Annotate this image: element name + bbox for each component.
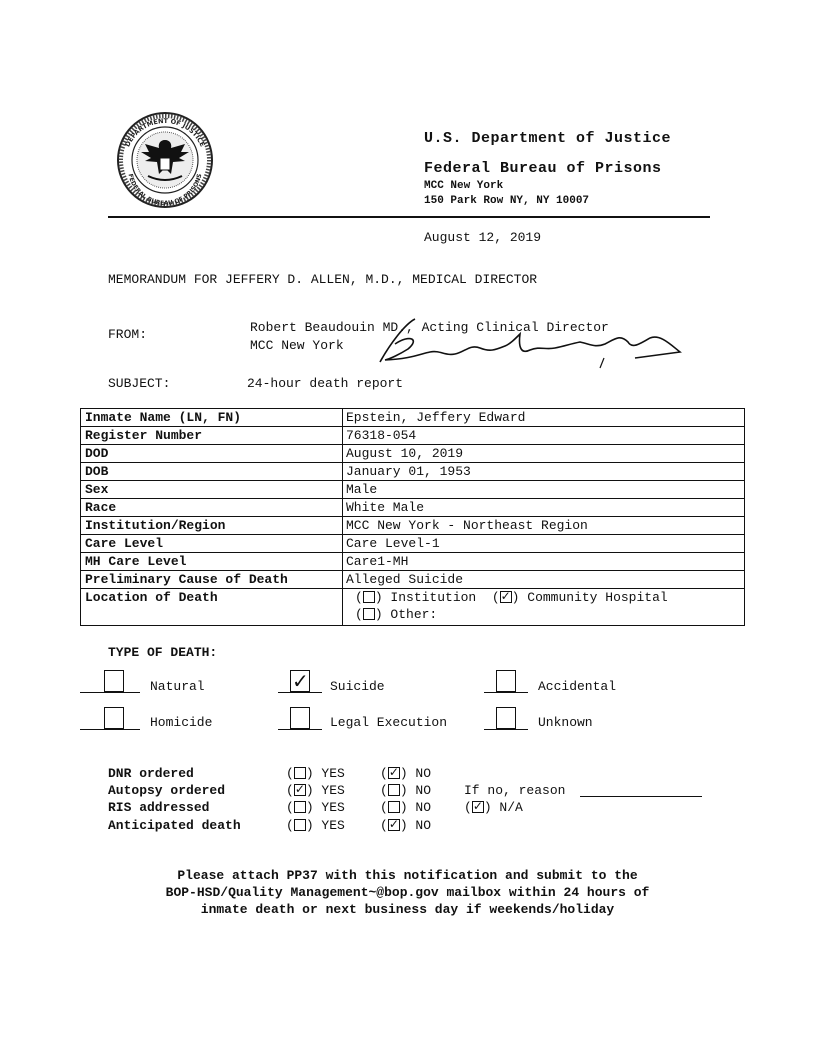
location-checkbox-other[interactable] (363, 608, 375, 620)
row-label: Race (81, 499, 343, 517)
inmate-info-table (80, 408, 745, 626)
location-option-label: Community Hospital (527, 590, 668, 605)
row-value: Male (343, 481, 745, 499)
death-option-label: Suicide (330, 679, 385, 694)
death-option-label: Accidental (538, 679, 617, 694)
row-label: DOD (81, 445, 343, 463)
row-label: Care Level (81, 535, 343, 553)
table-row (81, 535, 745, 553)
footer-line1: Please attach PP37 with this notification and submit to the (177, 868, 638, 883)
footer-line2: BOP-HSD/Quality Management~@bop.gov mailbox within 24 hours of (165, 885, 650, 900)
row-value: Care Level-1 (343, 535, 745, 553)
row-value: MCC New York - Northeast Region (343, 517, 745, 535)
death-option-label: Homicide (150, 715, 213, 730)
bureau-name: Federal Bureau of Prisons (424, 160, 662, 177)
doj-seal (108, 110, 222, 210)
location-option-label: Other: (390, 607, 438, 622)
footer-line3: inmate death or next business day if weekends/holiday (200, 902, 615, 917)
reason-label: If no, reason (464, 783, 566, 798)
from-label: FROM: (108, 327, 148, 342)
death-option-label: Natural (150, 679, 205, 694)
dnr-no-checkbox[interactable] (388, 767, 400, 779)
location-checkbox-community-hospital[interactable] (500, 591, 512, 603)
location-checkbox-institution[interactable] (363, 591, 375, 603)
yes-label: YES (321, 783, 345, 798)
death-checkbox-suicide[interactable] (290, 670, 310, 692)
yes-label: YES (321, 818, 345, 833)
table-row (81, 553, 745, 571)
yes-label: YES (321, 766, 345, 781)
table-row (81, 445, 745, 463)
row-value: August 10, 2019 (343, 445, 745, 463)
header-divider (108, 216, 710, 218)
row-value: Care1-MH (343, 553, 745, 571)
no-label: NO (415, 783, 432, 798)
yes-label: YES (321, 800, 345, 815)
row-label: Institution/Region (81, 517, 343, 535)
row-value: Epstein, Jeffery Edward (343, 409, 745, 427)
death-checkbox-unknown[interactable] (496, 707, 516, 729)
blank-line (80, 729, 140, 730)
death-checkbox-legal-execution[interactable] (290, 707, 310, 729)
row-value: Alleged Suicide (343, 571, 745, 589)
death-checkbox-accidental[interactable] (496, 670, 516, 692)
autopsy-no-checkbox[interactable] (388, 784, 400, 796)
signature (370, 314, 690, 374)
subject-label: SUBJECT: (108, 376, 171, 391)
anticipated-yes-checkbox[interactable] (294, 819, 306, 831)
question-label: RIS addressed (108, 800, 210, 815)
row-value: 76318-054 (343, 427, 745, 445)
blank-line (484, 729, 528, 730)
facility-address: 150 Park Row NY, NY 10007 (424, 195, 590, 207)
agency-name: U.S. Department of Justice (424, 130, 672, 147)
table-row (81, 499, 745, 517)
question-label: Autopsy ordered (108, 783, 226, 798)
location-option-label: Institution (390, 590, 477, 605)
anticipated-no-checkbox[interactable] (388, 819, 400, 831)
row-value: White Male (343, 499, 745, 517)
reason-input-line[interactable] (580, 796, 702, 797)
row-label: MH Care Level (81, 553, 343, 571)
ris-no-checkbox[interactable] (388, 801, 400, 813)
question-label: DNR ordered (108, 766, 194, 781)
table-row (81, 589, 745, 626)
table-row (81, 571, 745, 589)
death-checkbox-natural[interactable] (104, 670, 124, 692)
no-label: NO (415, 818, 432, 833)
row-label: Preliminary Cause of Death (81, 571, 343, 589)
seal-text-bottom: FEDERAL BUREAU OF PRISONS (126, 173, 204, 208)
row-label: Register Number (81, 427, 343, 445)
table-row (81, 427, 745, 445)
no-label: NO (415, 800, 432, 815)
ris-yes-checkbox[interactable] (294, 801, 306, 813)
death-option-label: Unknown (538, 715, 593, 730)
facility-name: MCC New York (424, 180, 504, 192)
blank-line (484, 692, 528, 693)
from-line1: Robert Beaudouin MD., Acting Clinical Director (250, 320, 609, 335)
table-row (81, 481, 745, 499)
row-label: Location of Death (81, 589, 343, 626)
row-value: January 01, 1953 (343, 463, 745, 481)
from-line2: MCC New York (250, 338, 344, 353)
row-label: Sex (81, 481, 343, 499)
type-of-death-title: TYPE OF DEATH: (108, 645, 218, 660)
location-options: ( ) Institution (✓ ) Community Hospital ( ) Other: (343, 589, 745, 626)
row-label: DOB (81, 463, 343, 481)
table-row (81, 463, 745, 481)
na-label: N/A (499, 800, 523, 815)
death-checkbox-homicide[interactable] (104, 707, 124, 729)
blank-line (80, 692, 140, 693)
row-label: Inmate Name (LN, FN) (81, 409, 343, 427)
subject-value: 24-hour death report (247, 376, 404, 391)
memo-recipient: MEMORANDUM FOR JEFFERY D. ALLEN, M.D., MEDICAL DIRECTOR (108, 272, 538, 287)
seal-text-top: DEPARTMENT OF JUSTICE (123, 116, 207, 149)
memo-date: August 12, 2019 (424, 230, 542, 245)
death-option-label: Legal Execution (330, 715, 448, 730)
table-row (81, 517, 745, 535)
autopsy-yes-checkbox[interactable] (294, 784, 306, 796)
dnr-yes-checkbox[interactable] (294, 767, 306, 779)
question-label: Anticipated death (108, 818, 241, 833)
no-label: NO (415, 766, 432, 781)
ris-na-checkbox[interactable] (472, 801, 484, 813)
blank-line (278, 729, 322, 730)
table-row (81, 409, 745, 427)
